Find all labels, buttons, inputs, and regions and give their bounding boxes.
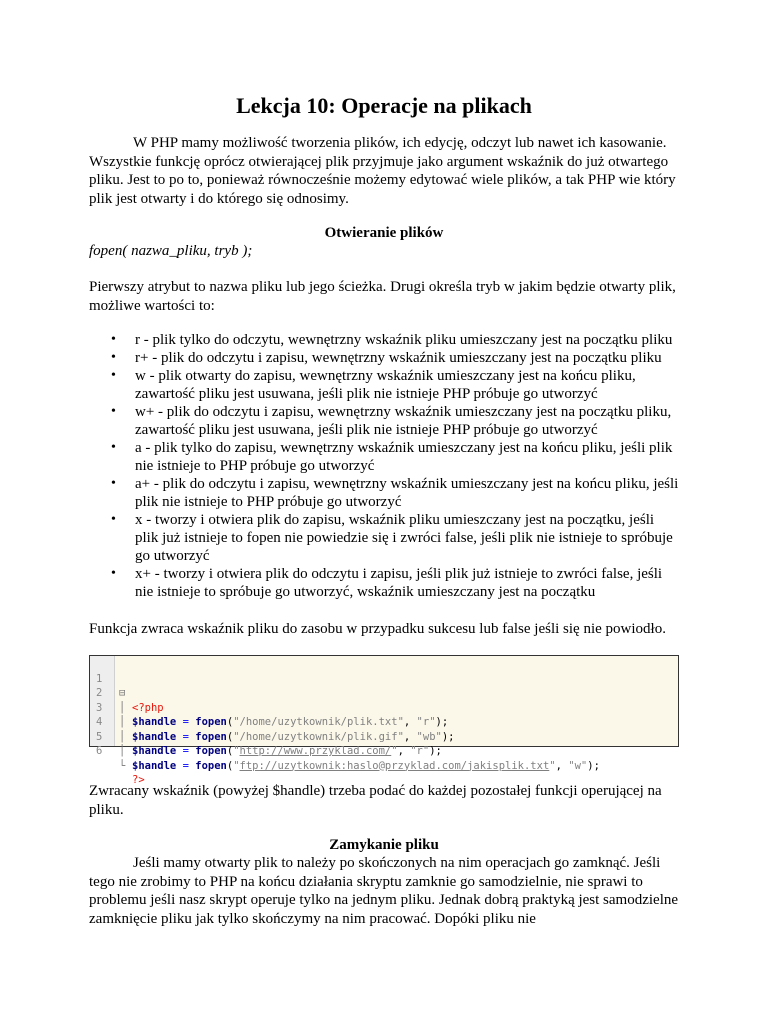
fold-toggle-icon[interactable]: ⊟ xyxy=(119,687,126,699)
line-number: 1 xyxy=(96,672,103,685)
list-item xyxy=(89,331,679,349)
mode-text: r - plik tylko do odczytu, wewnętrzny wskaźnik pliku umieszczany jest na początku pliku xyxy=(135,332,673,348)
section-heading-close: Zamykanie pliku xyxy=(329,837,439,853)
code-mode: r xyxy=(422,716,430,728)
code-url-link[interactable]: http://www.przyklad.com/ xyxy=(239,745,392,757)
bullet-icon: • xyxy=(111,566,116,581)
fold-guide-icon: │ xyxy=(119,730,126,743)
bullet-icon: • xyxy=(111,476,116,491)
mode-list xyxy=(89,331,679,601)
bullet-icon: • xyxy=(111,368,116,383)
section-heading-open: Otwieranie plików xyxy=(324,225,444,241)
code-operator: = xyxy=(182,716,189,728)
bullet-icon: • xyxy=(111,404,116,419)
code-block xyxy=(89,655,679,786)
return-note: Funkcja zwraca wskaźnik pliku do zasobu w przypadku sukcesu lub false jeśli się nie powiodło. xyxy=(89,621,666,637)
mode-text: w - plik otwarty do zapisu, wewnętrzny wskaźnik umieszczany jest na końcu pliku, zawartość pliku jest usuwana, jeśli plik nie istnieje PHP próbuje go utworzyć xyxy=(135,368,636,402)
code-variable: $handle xyxy=(132,759,177,772)
fold-end-icon: └ xyxy=(119,759,126,772)
list-item xyxy=(89,367,679,403)
list-item xyxy=(89,439,679,475)
code-variable: $handle xyxy=(132,716,177,728)
fold-guide-icon: │ xyxy=(119,716,126,728)
line-number: 4 xyxy=(96,716,103,728)
list-item xyxy=(89,349,679,367)
handle-note: Zwracany wskaźnik (powyżej $handle) trzeba podać do każdej pozostałej funkcji operującej na pliku. xyxy=(89,783,662,818)
mode-text: w+ - plik do odczytu i zapisu, wewnętrzny wskaźnik umieszczany jest na początku pliku, zawartość pliku jest usuwana, jeśli plik nie istnieje PHP próbuje go utworzyć xyxy=(135,404,672,438)
code-mode: r xyxy=(416,745,423,757)
bullet-icon: • xyxy=(111,440,116,455)
code-line: 4 │ $handle = fopen("http://www.przyklad.com/", "r"); xyxy=(96,716,442,757)
code-function: fopen xyxy=(195,716,227,728)
mode-text: x - tworzy i otwiera plik do zapisu, wskaźnik pliku umieszczany jest na początku, jeśli plik już istnieje to fopen nie powiedzie się i zwróci false, jeśli plik nie istnieje to spróbuje go utworzyć xyxy=(135,512,673,564)
code-line: 3 │ $handle = fopen("/home/uzytkownik/plik.gif", "wb"); xyxy=(96,701,455,743)
code-mode: w xyxy=(574,759,581,772)
list-item xyxy=(89,565,679,601)
bullet-icon: • xyxy=(111,350,116,365)
php-open-tag: <?php xyxy=(132,701,164,714)
code-operator: = xyxy=(182,745,189,757)
close-paragraph: Jeśli mamy otwarty plik to należy po skończonych na nim operacjach go zamknąć. Jeśli tego nie zrobimy to PHP na końcu działania skryptu zamknie go samodzielnie, nie sprawi to problemu jeśli nasz skrypt operuje tylko na jednym pliku. Jednak dobrą praktyką jest samodzielne zamknięcie pliku jak tylko skończymy na nim pracować. Dopóki pliku nie xyxy=(89,855,679,927)
fopen-signature: fopen( nazwa_pliku, tryb ); xyxy=(89,243,253,259)
mode-description: Pierwszy atrybut to nazwa pliku lub jego ścieżka. Drugi określa tryb w jakim będzie otwarty plik, możliwe wartości to: xyxy=(89,279,676,314)
line-number: 5 xyxy=(96,730,103,743)
list-item xyxy=(89,511,679,565)
mode-text: a - plik tylko do zapisu, wewnętrzny wskaźnik umieszczany jest na końcu pliku, jeśli plik nie istnieje to PHP próbuje go utworzyć xyxy=(135,440,673,474)
code-path: /home/uzytkownik/plik.txt xyxy=(239,716,398,728)
list-item xyxy=(89,475,679,511)
code-path: /home/uzytkownik/plik.gif xyxy=(239,730,398,743)
code-operator: = xyxy=(182,759,189,772)
code-url-link[interactable]: ftp://uzytkownik:haslo@przyklad.com/jakisplik.txt xyxy=(239,759,550,772)
code-operator: = xyxy=(182,730,189,743)
bullet-icon: • xyxy=(111,512,116,527)
mode-text: r+ - plik do odczytu i zapisu, wewnętrzny wskaźnik umieszczany jest na początku pliku xyxy=(135,350,662,366)
code-variable: $handle xyxy=(132,730,177,743)
code-function: fopen xyxy=(195,759,227,772)
line-number: 6 xyxy=(96,745,103,757)
bullet-icon: • xyxy=(111,332,116,347)
fold-guide-icon: │ xyxy=(119,701,126,714)
intro-paragraph: W PHP mamy możliwość tworzenia plików, ich edycję, odczyt lub nawet ich kasowanie. Wszystkie funkcję oprócz otwierającej plik przyjmuje jako argument wskaźnik do już otwartego pliku. Jest to po to, ponieważ równocześnie możemy edytować wiele plików, a tak PHP wie który plik jest otwarty i do którego się odnosimy. xyxy=(89,135,676,207)
code-mode: wb xyxy=(422,730,436,743)
code-function: fopen xyxy=(195,730,227,743)
php-close-tag: ?> xyxy=(132,774,145,786)
line-number: 3 xyxy=(96,701,103,714)
page-title: Lekcja 10: Operacje na plikach xyxy=(236,93,532,118)
mode-text: a+ - plik do odczytu i zapisu, wewnętrzny wskaźnik umieszczany jest na końcu pliku, jeśli plik nie istnieje to PHP próbuje go utworzyć xyxy=(135,476,679,510)
fold-guide-icon: │ xyxy=(119,745,126,757)
code-variable: $handle xyxy=(132,745,177,757)
code-line: 2 │ $handle = fopen("/home/uzytkownik/plik.txt", "r"); xyxy=(96,687,449,728)
mode-text: x+ - tworzy i otwiera plik do odczytu i zapisu, jeśli plik już istnieje to zwróci false, jeśli nie istnieje to spróbuje go utworzyć, wskaźnik umieszczany jest na początku xyxy=(135,566,663,600)
list-item xyxy=(89,403,679,439)
line-number: 2 xyxy=(96,687,103,699)
code-function: fopen xyxy=(195,745,227,757)
code-line: 5 │ $handle = fopen("ftp://uzytkownik:haslo@przyklad.com/jakisplik.txt", "w"); xyxy=(96,730,600,772)
